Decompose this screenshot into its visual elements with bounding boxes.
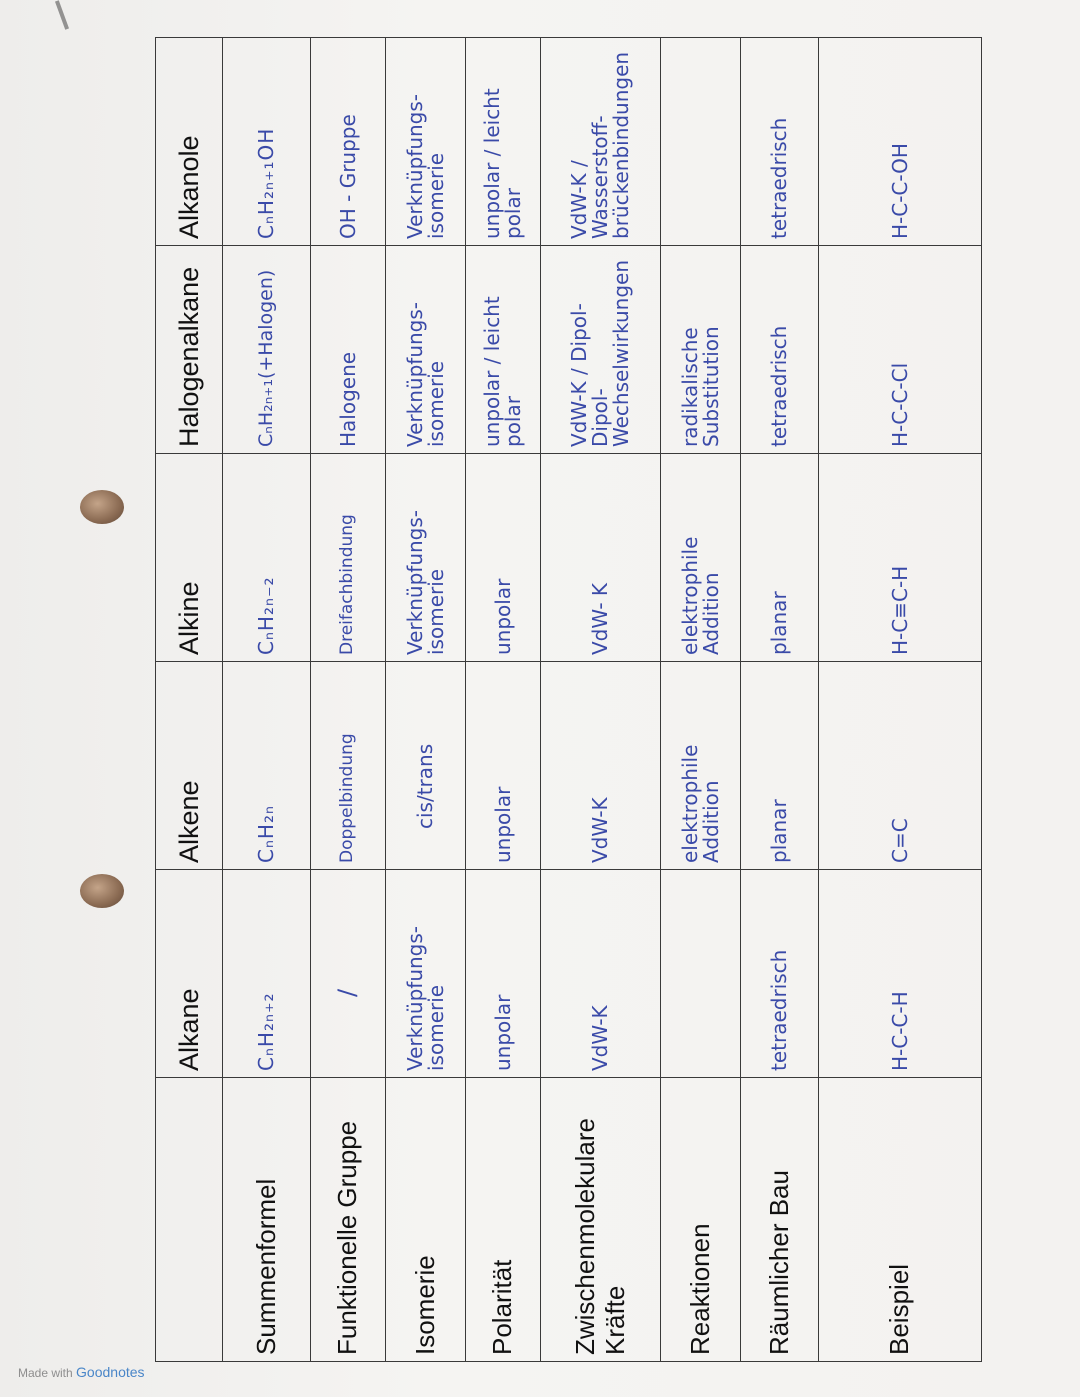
table-cell: CₙH₂ₙ₊₁(+Halogen) [223, 246, 311, 454]
table-cell: tetraedrisch [741, 870, 819, 1078]
table-row [741, 38, 819, 1362]
scan-artifact [55, 0, 69, 30]
row-label: Räumlicher Bau [741, 1078, 819, 1362]
row-label: Polarität [466, 1078, 541, 1362]
table-cell: elektrophile Addition [661, 454, 741, 662]
table-cell: CₙH₂ₙ [223, 662, 311, 870]
column-header-alkene: Alkene [156, 662, 223, 870]
corner-cell [156, 1078, 223, 1362]
table-row [661, 38, 741, 1362]
row-label: Funktionelle Gruppe [311, 1078, 386, 1362]
table-cell: VdW-K / Wasserstoff-brückenbindungen [541, 38, 661, 246]
row-label: Zwischenmolekulare Kräfte [541, 1078, 661, 1362]
row-label: Reaktionen [661, 1078, 741, 1362]
table-cell: tetraedrisch [741, 38, 819, 246]
punch-hole [80, 490, 124, 524]
comparison-table-rotated [155, 38, 980, 1362]
table-row [466, 38, 541, 1362]
table-row [311, 38, 386, 1362]
table-header-row [156, 38, 223, 1362]
table-cell: planar [741, 662, 819, 870]
table-cell: CₙH₂ₙ₋₂ [223, 454, 311, 662]
table-cell: tetraedrisch [741, 246, 819, 454]
table-cell: Verknüpfungs-isomerie [386, 870, 466, 1078]
table-cell: elektrophile Addition [661, 662, 741, 870]
table-cell: Verknüpfungs-isomerie [386, 454, 466, 662]
row-label: Summenformel [223, 1078, 311, 1362]
table-cell: unpolar [466, 870, 541, 1078]
table-cell: unpolar [466, 662, 541, 870]
table-row [541, 38, 661, 1362]
table-cell: unpolar / leicht polar [466, 38, 541, 246]
table-cell: VdW-K [541, 662, 661, 870]
made-with-text: Made with [18, 1366, 73, 1380]
table-cell: Verknüpfungs-isomerie [386, 38, 466, 246]
table-cell: OH - Gruppe [311, 38, 386, 246]
comparison-table [155, 37, 982, 1362]
table-row [386, 38, 466, 1362]
table-cell: H-C-C-OH [819, 38, 982, 246]
table-cell [661, 870, 741, 1078]
table-cell: / [311, 870, 386, 1078]
table-row [819, 38, 982, 1362]
column-header-alkane: Alkane [156, 870, 223, 1078]
row-label: Beispiel [819, 1078, 982, 1362]
table-cell: unpolar / leicht polar [466, 246, 541, 454]
goodnotes-watermark [18, 1364, 145, 1380]
table-cell: H-C-C-H [819, 870, 982, 1078]
table-cell: H-C-C-Cl [819, 246, 982, 454]
table-cell: VdW-K [541, 870, 661, 1078]
table-cell: Dreifachbindung [311, 454, 386, 662]
table-cell: C=C [819, 662, 982, 870]
column-header-alkanole: Alkanole [156, 38, 223, 246]
table-cell: radikalische Substitution [661, 246, 741, 454]
column-header-halogenalkane: Halogenalkane [156, 246, 223, 454]
brand-text: Goodnotes [76, 1364, 145, 1380]
table-cell: CₙH₂ₙ₊₁OH [223, 38, 311, 246]
table-cell: planar [741, 454, 819, 662]
table-cell: cis/trans [386, 662, 466, 870]
column-header-alkine: Alkine [156, 454, 223, 662]
table-row [223, 38, 311, 1362]
table-cell: unpolar [466, 454, 541, 662]
table-cell: H-C≡C-H [819, 454, 982, 662]
table-cell: Verknüpfungs-isomerie [386, 246, 466, 454]
table-cell [661, 38, 741, 246]
table-cell: VdW- K [541, 454, 661, 662]
row-label: Isomerie [386, 1078, 466, 1362]
table-cell: Doppelbindung [311, 662, 386, 870]
table-cell: VdW-K / Dipol-Dipol-Wechselwirkungen [541, 246, 661, 454]
table-cell: Halogene [311, 246, 386, 454]
table-cell: CₙH₂ₙ₊₂ [223, 870, 311, 1078]
punch-hole [80, 874, 124, 908]
